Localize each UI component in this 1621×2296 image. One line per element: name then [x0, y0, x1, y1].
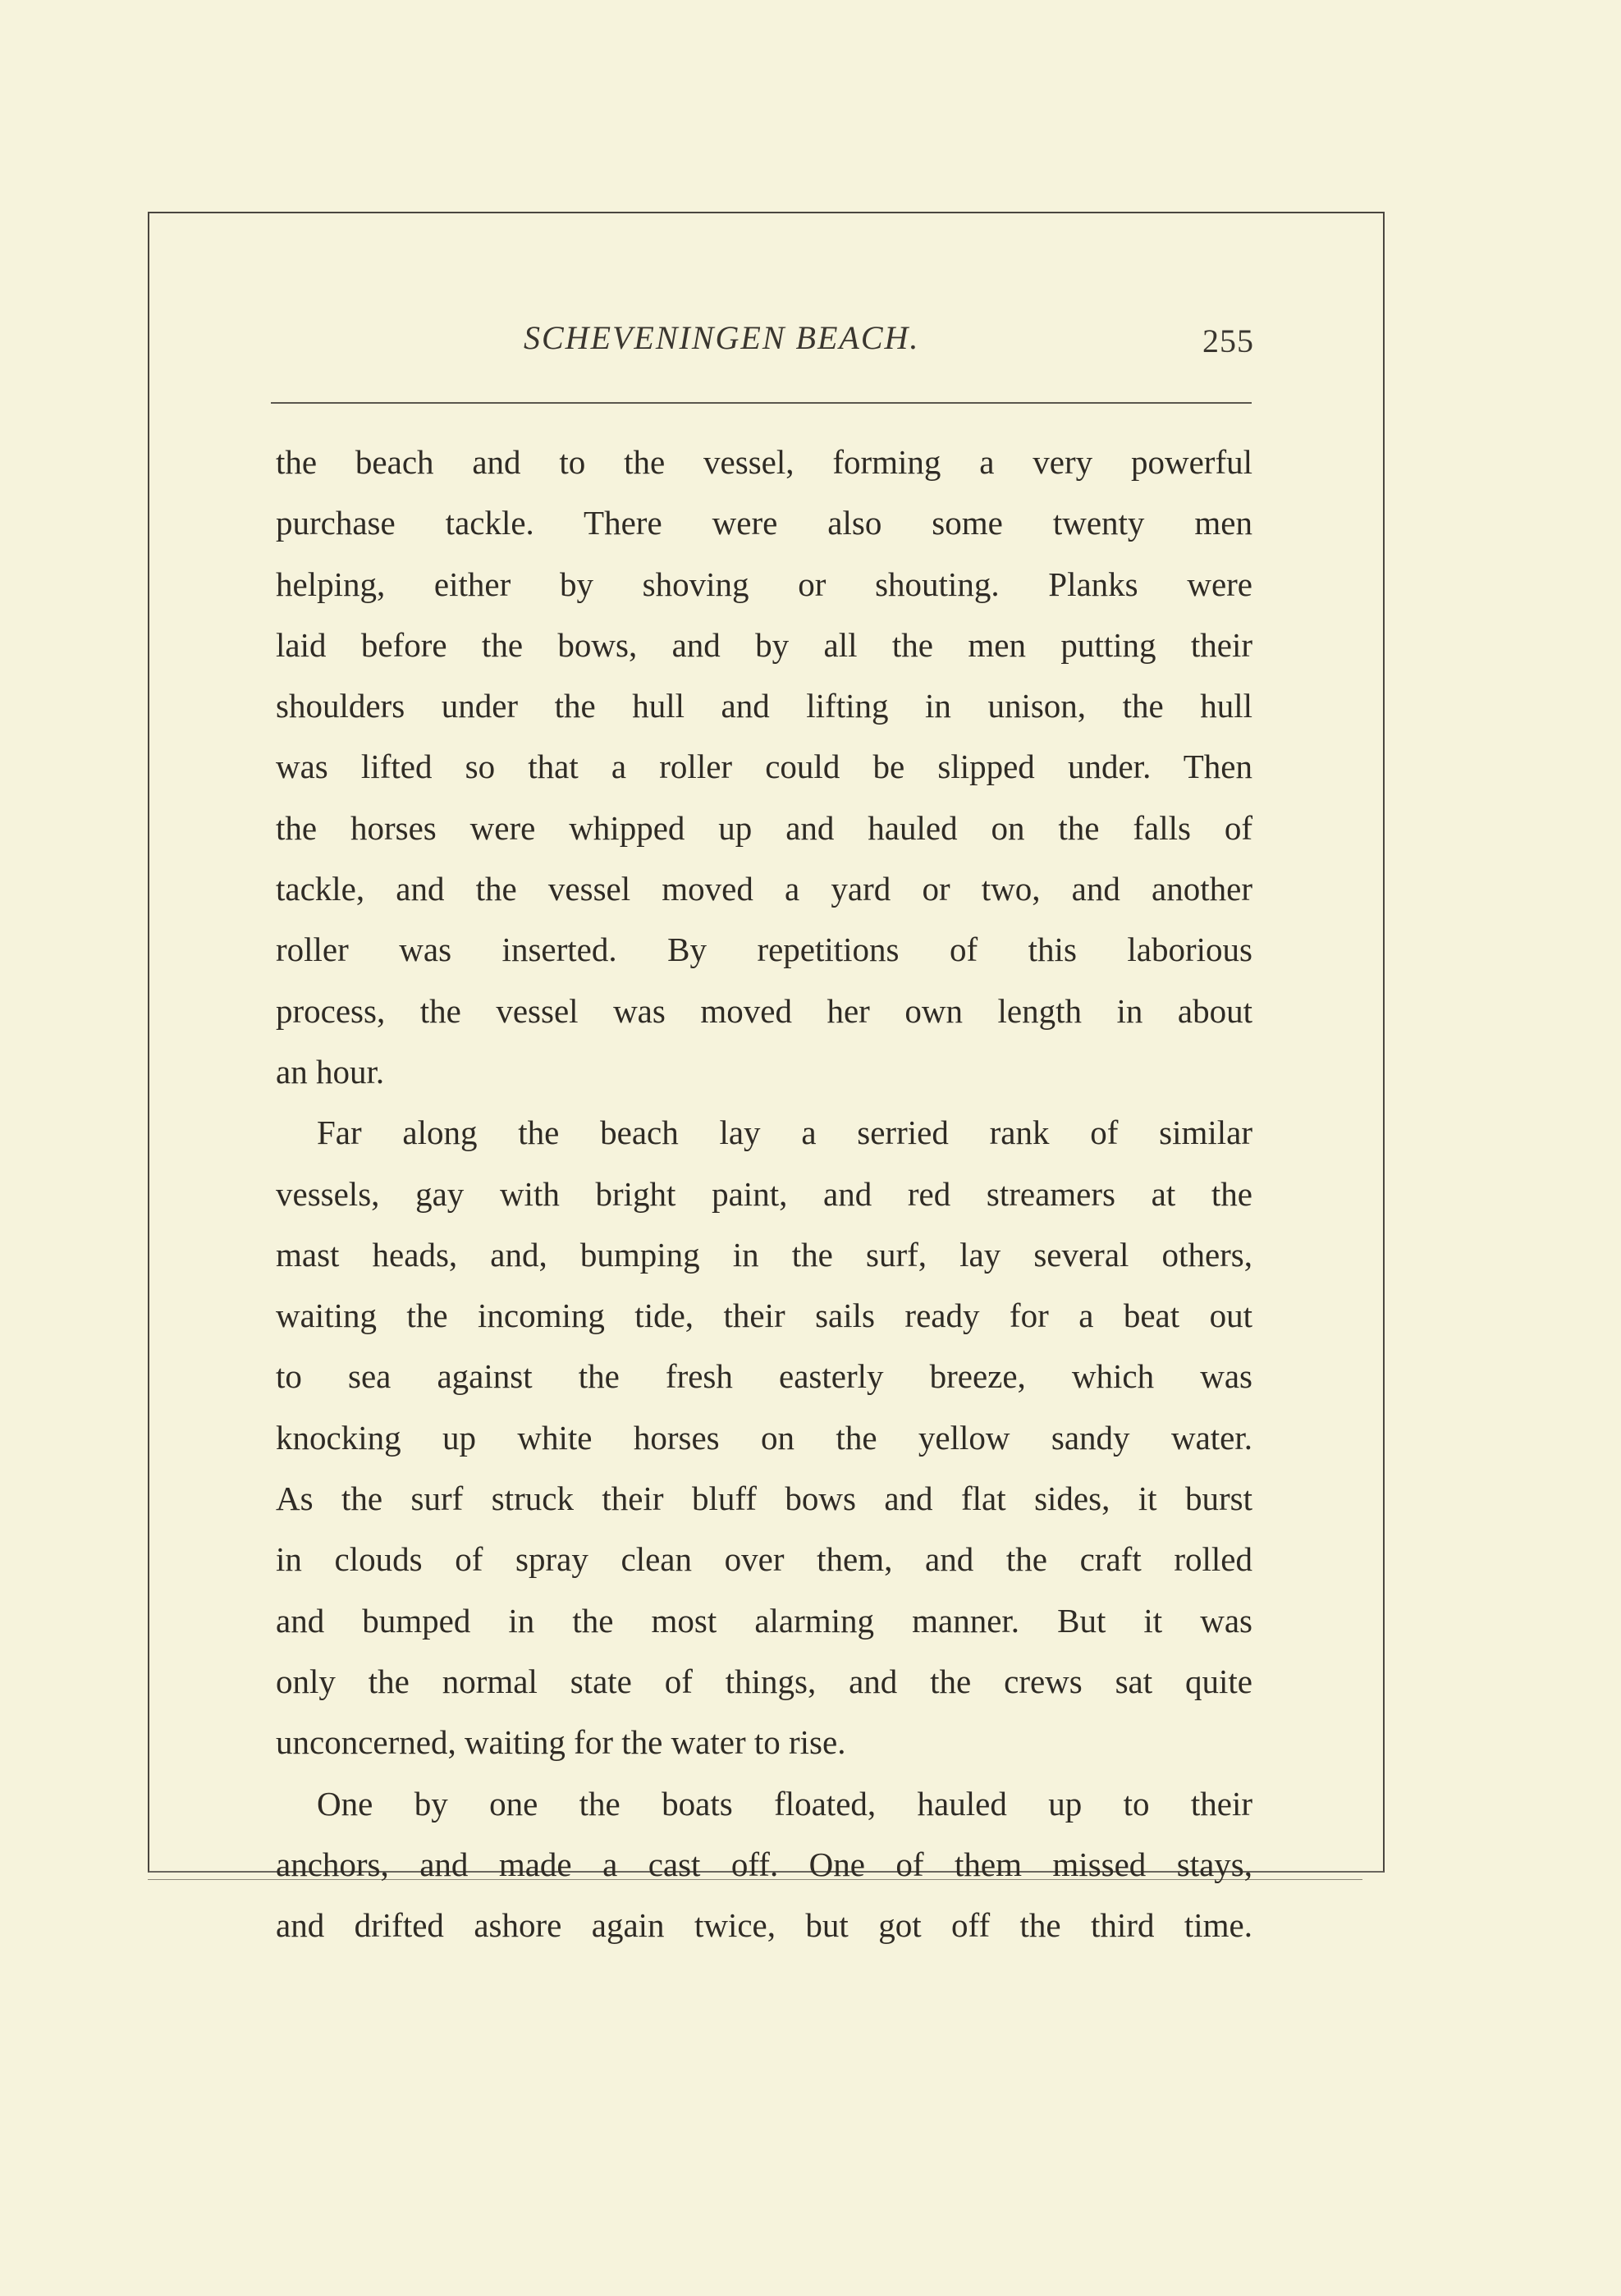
paragraph-end-line: unconcerned, waiting for the water to rise.: [276, 1723, 846, 1762]
paragraph-start-line: Far along the beach lay a serried rank of similar: [317, 1114, 1252, 1152]
text-line: As the surf struck their bluff bows and flat sides, it burst: [276, 1480, 1252, 1518]
header-rule: [271, 402, 1252, 404]
text-line: tackle, and the vessel moved a yard or two, and another: [276, 870, 1252, 908]
page-number: 255: [1202, 322, 1254, 359]
text-line: purchase tackle. There were also some twenty men: [276, 504, 1252, 542]
text-line: waiting the incoming tide, their sails ready for a beat out: [276, 1297, 1252, 1335]
text-line: and drifted ashore again twice, but got off the third time.: [276, 1906, 1252, 1945]
body-text: [276, 432, 1252, 1955]
text-line: the horses were whipped up and hauled on the falls of: [276, 808, 1252, 847]
text-line: the beach and to the vessel, forming a very powerful: [276, 443, 1252, 481]
text-line: laid before the bows, and by all the men putting their: [276, 625, 1252, 664]
running-title: SCHEVENINGEN BEACH.: [524, 319, 920, 356]
text-line: roller was inserted. By repetitions of this laborious: [276, 931, 1252, 969]
text-line: shoulders under the hull and lifting in unison, the hull: [276, 687, 1252, 725]
running-head: [277, 312, 1254, 369]
text-line: mast heads, and, bumping in the surf, lay several others,: [276, 1235, 1252, 1274]
paragraph-start-line: One by one the boats floated, hauled up to their: [317, 1784, 1252, 1823]
text-line: process, the vessel was moved her own length in about: [276, 991, 1252, 1030]
text-line: only the normal state of things, and the crews sat quite: [276, 1662, 1252, 1700]
text-line: to sea against the fresh easterly breeze, which was: [276, 1357, 1252, 1396]
text-line: helping, either by shoving or shouting. Planks were: [276, 565, 1252, 603]
text-line: vessels, gay with bright paint, and red streamers at the: [276, 1174, 1252, 1213]
text-line: anchors, and made a cast off. One of them missed stays,: [276, 1845, 1252, 1883]
text-line: was lifted so that a roller could be slipped under. Then: [276, 748, 1252, 786]
paragraph-end-line: an hour.: [276, 1052, 385, 1091]
text-line: and bumped in the most alarming manner. But it was: [276, 1601, 1252, 1640]
text-line: knocking up white horses on the yellow sandy water.: [276, 1418, 1252, 1457]
text-line: in clouds of spray clean over them, and the craft rolled: [276, 1540, 1252, 1579]
